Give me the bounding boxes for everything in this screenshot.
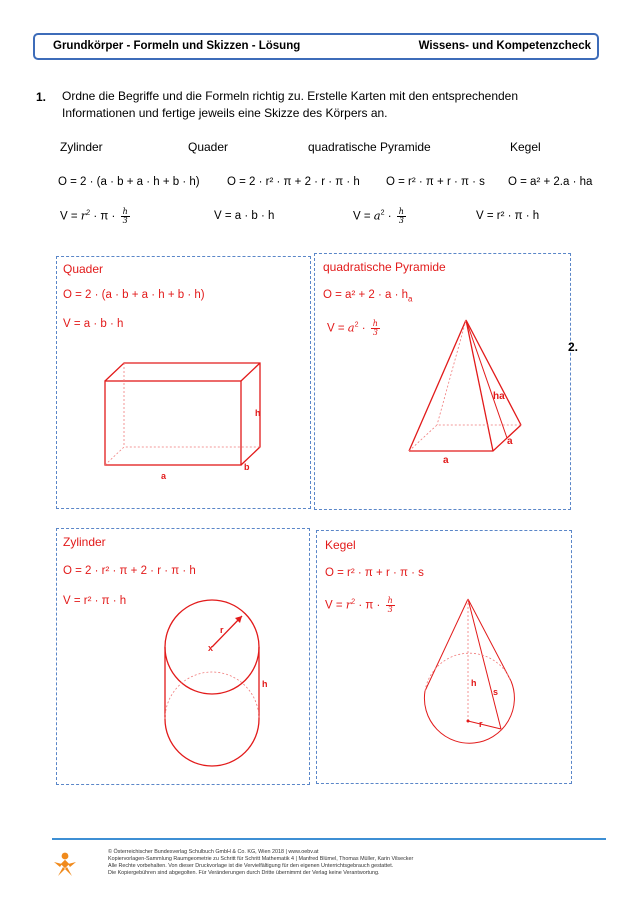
label-a: a (443, 455, 449, 466)
card-surface-formula: O = 2 · r² · π + 2 · r · π · h (63, 565, 196, 577)
cone-base (424, 681, 514, 743)
cone-sketch (317, 531, 573, 785)
card-quader (56, 256, 311, 509)
term-quader: Quader (188, 140, 229, 154)
label-a-side: a (507, 436, 513, 447)
card-pyramide (314, 253, 571, 510)
card-volume-formula: $V = r^2 \cdot \pi$ · $\frac{h}{3}$ (325, 596, 393, 614)
card-volume-formula: V = a · b · h (63, 318, 124, 330)
term-zylinder: Zylinder (60, 140, 103, 154)
label-b: b (244, 462, 250, 472)
radius-line (468, 721, 501, 729)
cylinder-sketch (57, 529, 311, 786)
card-title: Quader (63, 262, 104, 276)
publisher-logo-icon (52, 852, 78, 878)
card-zylinder (56, 528, 310, 785)
volume-formula-2: V = a · b · h (214, 210, 275, 222)
worksheet-title: Grundkörper - Formeln und Skizzen - Lösung (53, 40, 301, 52)
card-title: Zylinder (63, 535, 106, 549)
label-s: s (493, 687, 499, 697)
label-h: h (255, 408, 261, 418)
label-r: r (220, 625, 224, 635)
surface-formula-3: O = r² · π + r · π · s (386, 176, 485, 188)
cone-side (425, 599, 468, 691)
footer-divider (52, 838, 606, 840)
label-h: h (471, 678, 477, 688)
svg-text:x: x (208, 643, 214, 653)
fraction: $\frac{h}{3}$ (372, 319, 378, 337)
fraction: $\frac{h}{3}$ (122, 207, 128, 225)
card-surface-formula: O = 2 · (a · b + a · h + b · h) (63, 289, 205, 301)
label-h: h (262, 679, 268, 689)
pyramid-sketch (315, 254, 572, 511)
task-number: 1. (36, 90, 47, 104)
fraction: $\frac{h}{3}$ (387, 596, 393, 614)
card-kegel (316, 530, 572, 784)
card-title: quadratische Pyramide (323, 260, 446, 274)
cylinder-bottom (165, 719, 259, 766)
task-text: Ordne die Begriffe und die Formeln richtig zu. Erstelle Karten mit den entsprechenden Informationen und fertige jeweils eine Skizze des Körpers an. (62, 89, 519, 120)
header-box (33, 33, 599, 60)
surface-formula-1: O = 2 · (a · b + a · h + b · h) (58, 176, 200, 188)
footer-copyright: © Österreichischer Bundesverlag Schulbuch GmbH & Co. KG, Wien 2018 | www.oebv.at Kopiervorlagen-Sammlung Raumgeometrie zu Schritt für Schritt Mathematik 4 | Manfred Blümel, Thomas Müller, Karin Vilsecker Alle Rechte vorbehalten. Von dieser Druckvorlage ist die Vervielfältigung für den eigenen Unterrichtsgebrauch gestattet. Die Kopiergebühren sind abgegolten. Für Veränderungen durch Dritte übernimmt der Verlag keine Verantwortung. (108, 849, 414, 876)
cylinder-bottom-hidden (165, 672, 259, 719)
label-r: r (479, 719, 483, 729)
card-volume-formula: $V = a^2$ · $\frac{h}{3}$ (327, 319, 378, 337)
surface-formula-2: O = 2 · r² · π + 2 · r · π · h (227, 176, 360, 188)
stray-task-number: 2. (568, 340, 579, 354)
card-title: Kegel (325, 538, 356, 552)
cuboid-front-face (105, 381, 241, 465)
worksheet-category: Wissens- und Kompetenzcheck (418, 40, 591, 52)
card-surface-formula: $O = a^2 + 2 \cdot a \cdot h_a$ (323, 289, 413, 304)
cuboid-back-edges (105, 363, 260, 465)
volume-formula-3: $V = a^2$ · $\frac{h}{3}$ (353, 207, 404, 225)
label-ha: ha (493, 391, 505, 402)
radius-line (212, 616, 242, 647)
label-a: a (161, 471, 167, 481)
surface-formula-4: O = a² + 2.a · ha (508, 176, 593, 188)
fraction: $\frac{h}{3}$ (398, 207, 404, 225)
volume-formula-1: $V = r^2 \cdot \pi$ · $\frac{h}{3}$ (60, 207, 128, 225)
card-surface-formula: O = r² · π + r · π · s (325, 567, 424, 579)
volume-formula-4: V = r² · π · h (476, 210, 540, 222)
card-volume-formula: V = r² · π · h (63, 595, 127, 607)
term-kegel: Kegel (510, 140, 541, 154)
cuboid-hidden-edges (105, 447, 260, 465)
term-pyramide: quadratische Pyramide (308, 140, 431, 154)
cuboid-sketch (57, 257, 312, 510)
pyramid-edge (409, 320, 466, 451)
